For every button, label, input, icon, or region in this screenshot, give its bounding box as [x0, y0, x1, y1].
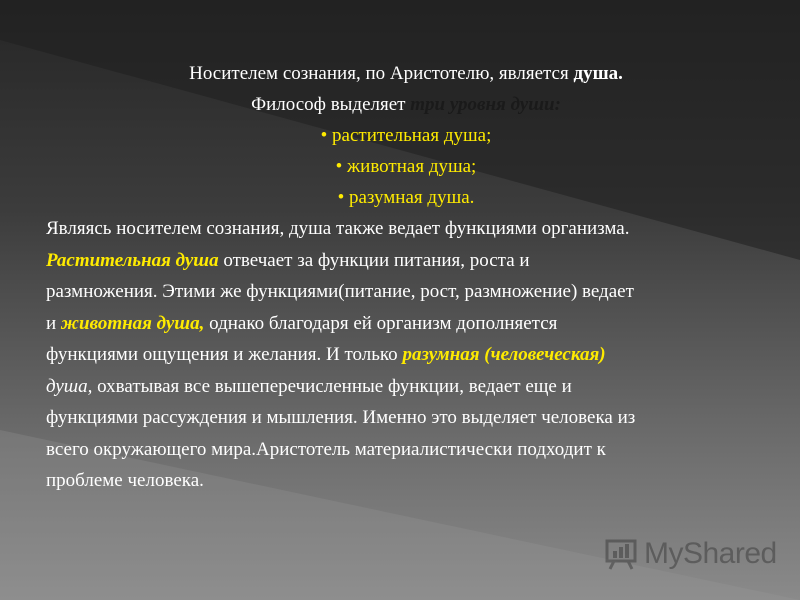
bullet-item: • разумная душа.: [337, 187, 475, 208]
paragraph-text: и: [46, 312, 61, 334]
paragraph-line: [46, 339, 766, 371]
chart-board-icon: [604, 537, 638, 571]
intro-text: Носителем сознания, по Аристотелю, является: [189, 63, 574, 84]
paragraph-line: функциями рассуждения и мышления. Именно это выделяет человека из: [46, 407, 636, 428]
paragraph-line: проблеме человека.: [46, 470, 204, 491]
intro-bold-word: душа.: [573, 63, 623, 84]
paragraph-text: однако благодаря ей организм дополняется: [204, 312, 558, 334]
paragraph-line: размножения. Этими же функциями(питание, рост, размножение) ведает: [46, 281, 634, 302]
slide-text: [46, 58, 766, 497]
levels-emphasis: три уровня души:: [410, 94, 561, 115]
bullet-item: • растительная душа;: [320, 125, 492, 146]
watermark-text: MyShared: [644, 537, 777, 570]
levels-line: [46, 89, 766, 120]
paragraph-line: Являясь носителем сознания, душа также ведает функциями организма.: [46, 218, 630, 239]
paragraph-text: отвечает за функции питания, роста и: [218, 249, 530, 271]
intro-line: [46, 58, 766, 89]
paragraph-line: всего окружающего мира.Аристотель материалистически подходит к: [46, 438, 606, 460]
term-vegetative-soul: Растительная душа: [46, 249, 219, 271]
watermark-logo: [604, 536, 777, 572]
bullet-item: • животная душа;: [335, 156, 477, 177]
term-soul-italic: душа,: [46, 375, 93, 397]
paragraph-text: функциями ощущения и желания. И только: [46, 344, 403, 365]
paragraph-text: охватывая все вышеперечисленные функции, ведает еще и: [92, 375, 572, 397]
paragraph-line: [46, 308, 766, 340]
paragraph-line: [46, 371, 766, 403]
paragraph-line: [46, 245, 766, 277]
term-rational-soul: разумная (человеческая): [402, 344, 606, 365]
levels-text: Философ выделяет: [251, 94, 411, 115]
term-animal-soul: животная душа,: [60, 312, 205, 334]
